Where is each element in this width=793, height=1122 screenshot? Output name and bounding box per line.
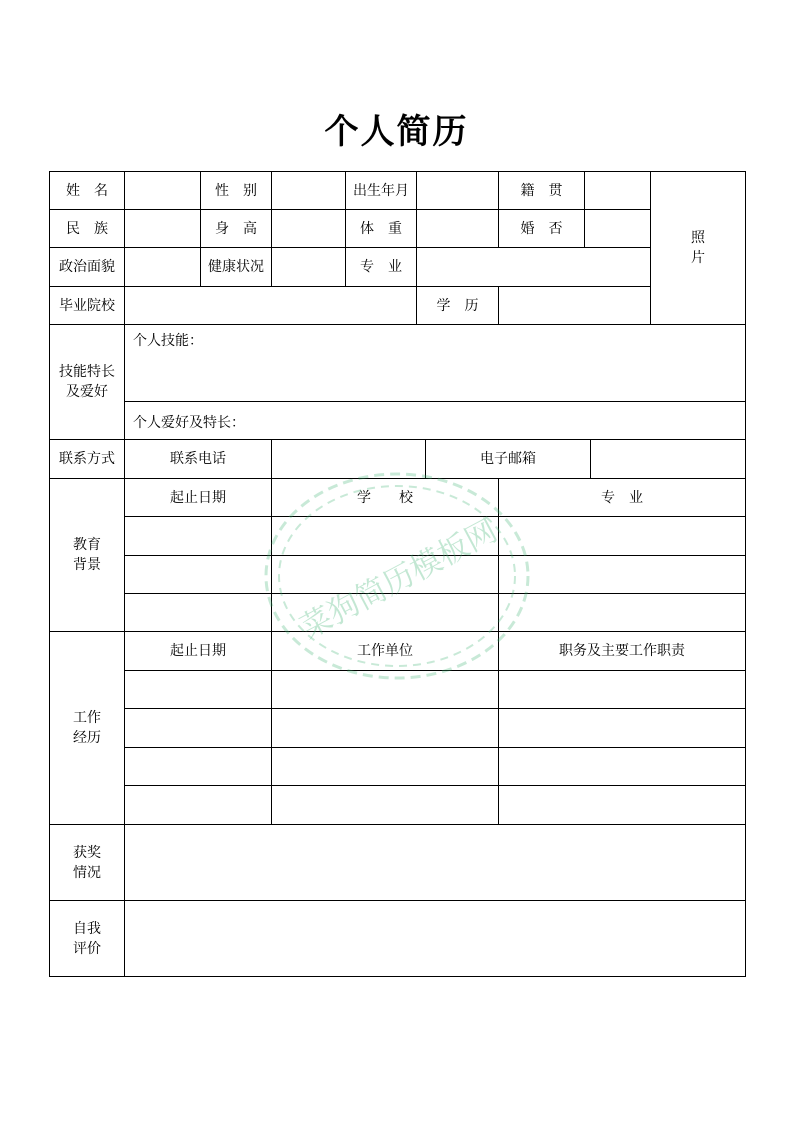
phone-label: 联系电话 <box>124 439 272 479</box>
personal-skills-field[interactable] <box>124 324 746 402</box>
origin-field[interactable] <box>584 171 651 210</box>
edu-row-2-school[interactable] <box>271 555 499 594</box>
name-label: 姓 名 <box>49 171 125 210</box>
work-col-date: 起止日期 <box>124 631 272 671</box>
work-row-1-date[interactable] <box>124 670 272 709</box>
self-eval-label-2: 评价 <box>73 940 101 957</box>
work-row-4-date[interactable] <box>124 785 272 825</box>
edu-col-date: 起止日期 <box>124 478 272 517</box>
gender-label: 性 别 <box>200 171 272 210</box>
edu-row-2-major[interactable] <box>498 555 746 594</box>
edu-row-1-school[interactable] <box>271 516 499 556</box>
self-eval-label <box>49 900 125 977</box>
work-row-1-company[interactable] <box>271 670 499 709</box>
photo-label-1: 照 <box>691 230 705 246</box>
edu-col-school: 学 校 <box>271 478 499 517</box>
work-row-4-duty[interactable] <box>498 785 746 825</box>
education-label <box>49 478 125 632</box>
skills-label-1: 技能特长 <box>59 364 115 380</box>
major-label: 专 业 <box>345 247 417 287</box>
birth-label: 出生年月 <box>345 171 417 210</box>
height-label: 身 高 <box>200 209 272 248</box>
birth-field[interactable] <box>416 171 499 210</box>
photo-label-2: 片 <box>691 250 705 266</box>
work-row-2-date[interactable] <box>124 708 272 748</box>
marital-label: 婚 否 <box>498 209 585 248</box>
politics-label: 政治面貌 <box>49 247 125 287</box>
name-field[interactable] <box>124 171 201 210</box>
skills-label-2: 及爱好 <box>66 384 108 400</box>
hobbies-label: 个人爱好及特长： <box>133 414 245 431</box>
work-row-4-company[interactable] <box>271 785 499 825</box>
work-label <box>49 631 125 825</box>
politics-field[interactable] <box>124 247 201 287</box>
work-row-2-duty[interactable] <box>498 708 746 748</box>
contact-label: 联系方式 <box>49 439 125 479</box>
edu-row-1-date[interactable] <box>124 516 272 556</box>
major-field[interactable] <box>416 247 651 287</box>
health-field[interactable] <box>271 247 346 287</box>
email-label: 电子邮箱 <box>425 439 591 479</box>
self-eval-field[interactable] <box>124 900 746 977</box>
photo-box[interactable] <box>650 171 746 325</box>
weight-field[interactable] <box>416 209 499 248</box>
origin-label: 籍 贯 <box>498 171 585 210</box>
work-label-1: 工作 <box>73 710 101 726</box>
awards-label-1: 获奖 <box>73 844 101 861</box>
awards-label-2: 情况 <box>73 864 101 881</box>
marital-field[interactable] <box>584 209 651 248</box>
hobbies-field[interactable] <box>124 401 746 440</box>
school-field[interactable] <box>124 286 417 325</box>
education-label-1: 教育 <box>73 537 101 553</box>
work-row-1-duty[interactable] <box>498 670 746 709</box>
education-label-2: 背景 <box>73 557 101 573</box>
degree-label: 学 历 <box>416 286 499 325</box>
skills-label <box>49 324 125 440</box>
edu-row-2-date[interactable] <box>124 555 272 594</box>
awards-label <box>49 824 125 901</box>
email-field[interactable] <box>590 439 746 479</box>
degree-field[interactable] <box>498 286 651 325</box>
page-title: 个人简历 <box>324 112 469 152</box>
watermark-text: 菜狗简历模板网 <box>294 512 504 647</box>
phone-field[interactable] <box>271 439 426 479</box>
work-label-2: 经历 <box>73 730 101 746</box>
personal-skills-label: 个人技能： <box>133 333 203 349</box>
weight-label: 体 重 <box>345 209 417 248</box>
work-col-duty: 职务及主要工作职责 <box>498 631 746 671</box>
gender-field[interactable] <box>271 171 346 210</box>
ethnicity-label: 民 族 <box>49 209 125 248</box>
work-row-2-company[interactable] <box>271 708 499 748</box>
work-row-3-date[interactable] <box>124 747 272 786</box>
work-row-3-duty[interactable] <box>498 747 746 786</box>
edu-row-1-major[interactable] <box>498 516 746 556</box>
health-label: 健康状况 <box>200 247 272 287</box>
edu-col-major: 专 业 <box>498 478 746 517</box>
awards-field[interactable] <box>124 824 746 901</box>
edu-row-3-school[interactable] <box>271 593 499 632</box>
self-eval-label-1: 自我 <box>73 920 101 937</box>
edu-row-3-date[interactable] <box>124 593 272 632</box>
edu-row-3-major[interactable] <box>498 593 746 632</box>
ethnicity-field[interactable] <box>124 209 201 248</box>
school-label: 毕业院校 <box>49 286 125 325</box>
height-field[interactable] <box>271 209 346 248</box>
work-row-3-company[interactable] <box>271 747 499 786</box>
work-col-company: 工作单位 <box>271 631 499 671</box>
